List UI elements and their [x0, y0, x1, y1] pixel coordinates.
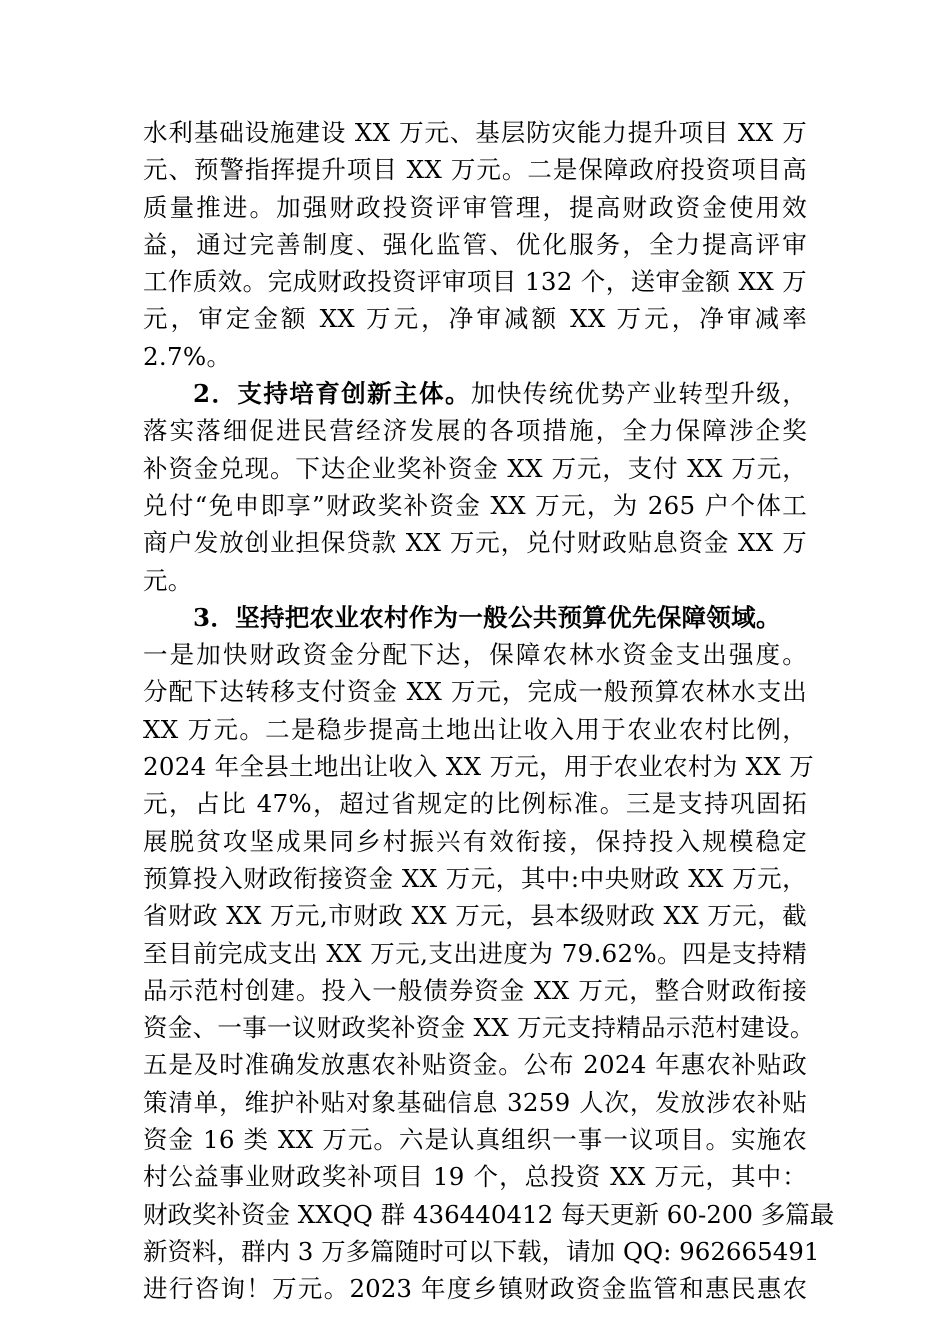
document-body: [143, 114, 835, 1308]
paragraph-line: 元，审定金额 XX 万元，净审减额 XX 万元，净审减率: [143, 304, 807, 334]
paragraph-line: 至目前完成支出 XX 万元,支出进度为 79.62%。四是支持精: [143, 938, 807, 968]
paragraph-line: 补资金兑现。下达企业奖补资金 XX 万元，支付 XX 万元，: [143, 453, 807, 483]
paragraph-line: 财政奖补资金 XXQQ 群 436440412 每天更新 60-200 多篇最: [143, 1199, 835, 1229]
paragraph-line: 元、预警指挥提升项目 XX 万元。二是保障政府投资项目高: [143, 155, 807, 185]
paragraph-line: 益，通过完善制度、强化监管、优化服务，全力提高评审: [143, 229, 807, 259]
paragraph-line: 元。: [143, 565, 193, 595]
paragraph-line: 新资料，群内 3 万多篇随时可以下载，请加 QQ: 962665491: [143, 1236, 820, 1266]
paragraph-line: XX 万元。二是稳步提高土地出让收入用于农业农村比例，: [143, 714, 807, 744]
paragraph-line: 元，占比 47%，超过省规定的比例标准。三是支持巩固拓: [143, 789, 807, 819]
paragraph-line: 五是及时准确发放惠农补贴资金。公布 2024 年惠农补贴政: [143, 1050, 807, 1080]
section-2-heading: 2．支持培育创新主体。: [193, 379, 471, 409]
paragraph-line: 品示范村创建。投入一般债券资金 XX 万元，整合财政衔接: [143, 975, 807, 1005]
paragraph-line: 分配下达转移支付资金 XX 万元，完成一般预算农林水支出: [143, 677, 807, 707]
paragraph-line: 省财政 XX 万元,市财政 XX 万元，县本级财政 XX 万元，截: [143, 901, 807, 931]
paragraph-line: 村公益事业财政奖补项目 19 个，总投资 XX 万元，其中：: [143, 1162, 807, 1192]
paragraph-line: 预算投入财政衔接资金 XX 万元，其中:中央财政 XX 万元，: [143, 863, 807, 893]
paragraph-line: 工作质效。完成财政投资评审项目 132 个，送审金额 XX 万: [143, 267, 807, 297]
section-2-text: 加快传统优势产业转型升级，: [470, 379, 807, 409]
paragraph-line: 资金 16 类 XX 万元。六是认真组织一事一议项目。实施农: [143, 1125, 807, 1155]
section-3-heading: 3．坚持把农业农村作为一般公共预算优先保障领域。: [193, 602, 781, 632]
paragraph-line: 进行咨询！万元。2023 年度乡镇财政资金监管和惠民惠农: [143, 1274, 807, 1304]
paragraph-line: 策清单，维护补贴对象基础信息 3259 人次，发放涉农补贴: [143, 1087, 807, 1117]
paragraph-line: 兑付“免申即享”财政奖补资金 XX 万元，为 265 户个体工: [143, 490, 807, 520]
paragraph-line: 资金、一事一议财政奖补资金 XX 万元支持精品示范村建设。: [143, 1013, 815, 1043]
paragraph-line: 2024 年全县土地出让收入 XX 万元，用于农业农村为 XX 万: [143, 752, 814, 782]
paragraph-line: 展脱贫攻坚成果同乡村振兴有效衔接，保持投入规模稳定: [143, 826, 807, 856]
paragraph-line: 商户发放创业担保贷款 XX 万元，兑付财政贴息资金 XX 万: [143, 528, 807, 558]
paragraph-line: 2.7%。: [143, 341, 232, 371]
section-2-first-line: [143, 375, 807, 412]
paragraph-line: 落实落细促进民营经济发展的各项措施，全力保障涉企奖: [143, 416, 807, 446]
paragraph-line: 质量推进。加强财政投资评审管理，提高财政资金使用效: [143, 192, 807, 222]
paragraph-line: 水利基础设施建设 XX 万元、基层防灾能力提升项目 XX 万: [143, 118, 807, 147]
paragraph-line: 一是加快财政资金分配下达，保障农林水资金支出强度。: [143, 640, 807, 670]
